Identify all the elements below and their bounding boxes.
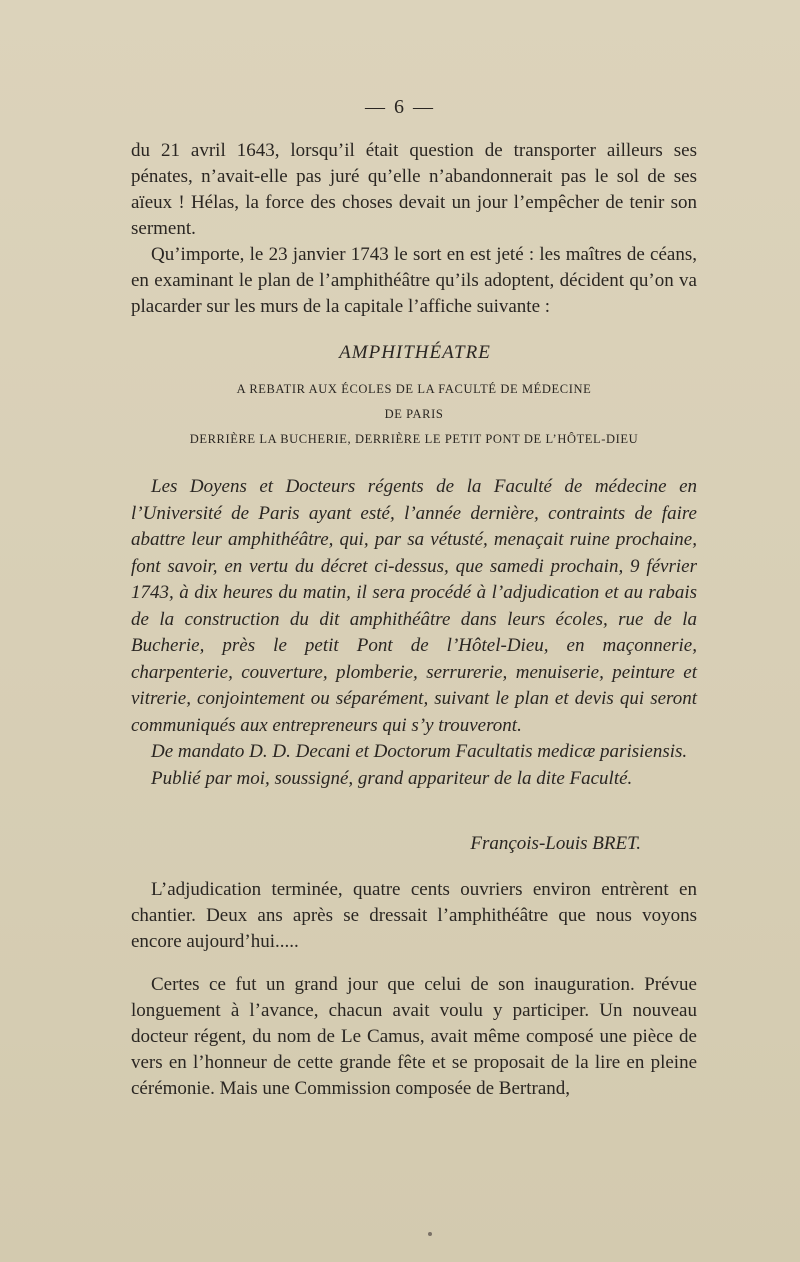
intro-paragraph: Qu’importe, le 23 janvier 1743 le sort en est jeté : les maîtres de céans, en examinant le plan de l’amphithéâtre qu’ils adoptent, décident qu’on va placarder sur les murs de la capitale l’affiche suivante : xyxy=(131,244,697,317)
body-paragraph-block xyxy=(131,972,697,1102)
intro-paragraph: du 21 avril 1643, lorsqu’il était question de transporter ailleurs ses pénates, n’avait-elle pas juré qu’elle n’abandonnerait pas le sol de ses aïeux ! Hélas, la force des choses devait un jour l’empêcher de tenir son serment. xyxy=(131,140,697,239)
notice-paragraph: De mandato D. D. Decani et Doctorum Facultatis medicæ parisiensis. xyxy=(151,741,688,762)
body-paragraph: Certes ce fut un grand jour que celui de son inauguration. Prévue longuement à l’avance, chacun avait voulu y participer. Un nouveau docteur régent, du nom de Le Camus, avait même composé une pièce de vers en l’honneur de cette grande fête et se proposait de la lire en pleine cérémonie. Mais une Commission composée de Bertrand, xyxy=(131,974,697,1099)
body-paragraph: L’adjudication terminée, quatre cents ouvriers environ entrèrent en chantier. Deux ans après se dressait l’amphithéâtre que nous voyons encore aujourd’hui..... xyxy=(131,879,697,952)
body-paragraph-block xyxy=(131,877,697,955)
notice-paragraph: Les Doyens et Docteurs régents de la Faculté de médecine en l’Université de Paris ayant esté, l’année dernière, contraints de faire abattre leur amphithéâtre, qui, par sa vétusté, menaçait ruine prochaine, font savoir, en vertu du décret ci-dessus, que samedi prochain, 9 février 1743, à dix heures du matin, il sera procédé à l’adjudication et au rabais de la construction du dit amphithéâtre dans leurs écoles, rue de la Bucherie, près le petit Pont de l’Hôtel-Dieu, en maçonnerie, charpenterie, couverture, plomberie, serrurerie, menuiserie, peinture et vitrerie, conjointement ou séparément, suivant le plan et devis qui seront communiqués aux entrepreneurs qui s’y trouveront. xyxy=(131,476,697,736)
notice-signature: François-Louis BRET. xyxy=(470,833,641,854)
intro-text xyxy=(131,138,697,320)
paper-speck xyxy=(428,1232,432,1236)
notice-title: AMPHITHÉATRE xyxy=(339,342,491,363)
notice-body xyxy=(131,474,697,792)
notice-paragraph: Publié par moi, soussigné, grand appariteur de la dite Faculté. xyxy=(151,767,633,789)
notice-subtitle-line: DERRIÈRE LA BUCHERIE, DERRIÈRE LE PETIT PONT DE L’HÔTEL-DIEU xyxy=(189,432,639,446)
notice-subtitle-line: DE PARIS xyxy=(384,407,444,421)
notice-subtitle-line: A REBATIR AUX ÉCOLES DE LA FACULTÉ DE MÉDECINE xyxy=(236,382,592,396)
page-number: — 6 — xyxy=(365,96,435,118)
